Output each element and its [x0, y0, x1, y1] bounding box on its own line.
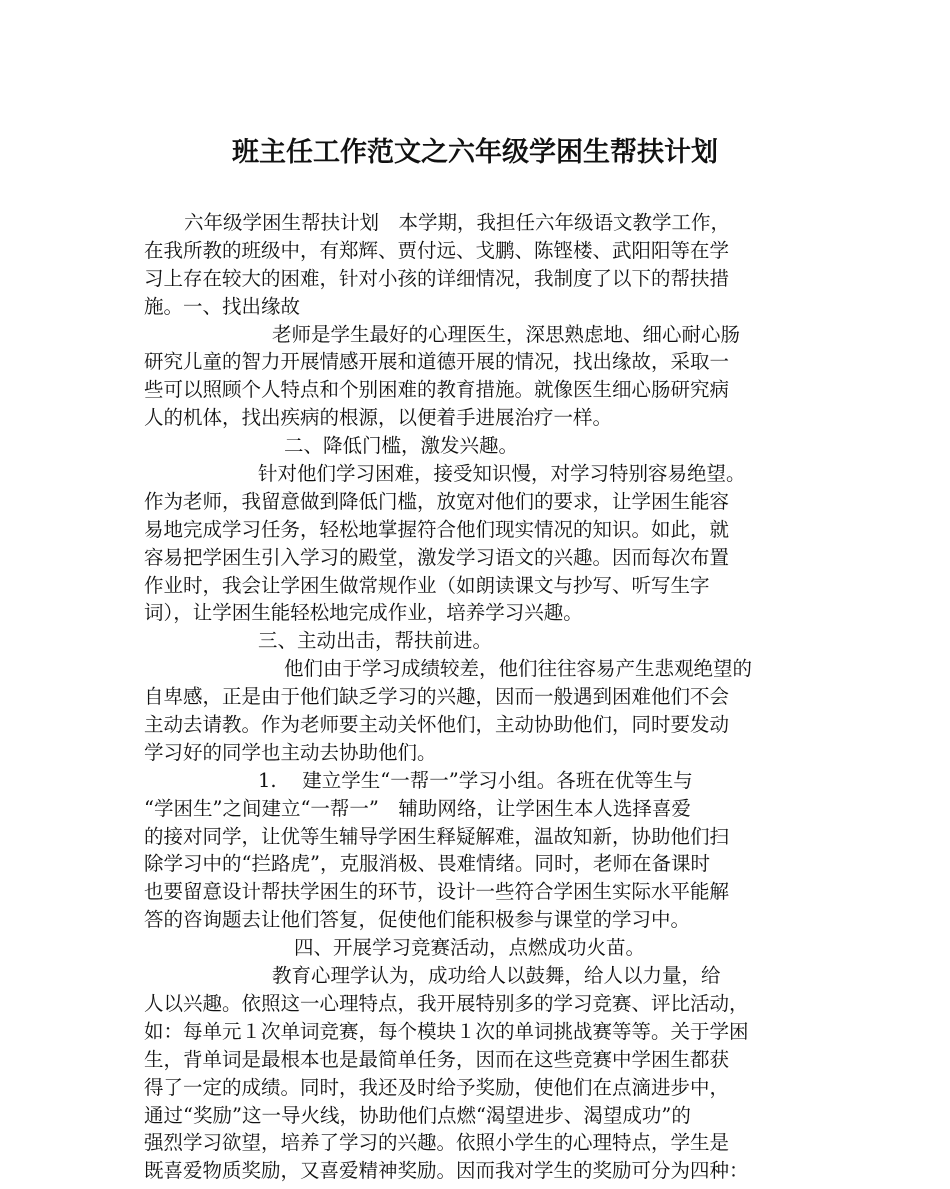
body-line: 生，背单词是最根本也是最简单任务，因而在这些竞赛中学困生都获: [144, 1047, 730, 1071]
body-line: 研究儿童的智力开展情感开展和道德开展的情况，找出缘故，采取一: [144, 350, 730, 374]
body-line: 除学习中的“拦路虎”，克服消极、畏难情绪。同时，老师在备课时: [144, 852, 710, 876]
body-line: 人的机体，找出疾病的根源，以便着手进展治疗一样。: [144, 406, 613, 430]
body-line: 些可以照顾个人特点和个别困难的教育措施。就像医生细心肠研究病: [144, 378, 730, 402]
body-line: 四、开展学习竞赛活动，点燃成功火苗。: [294, 936, 646, 960]
body-line: 通过“奖励”这一导火线，协助他们点燃“渴望进步、渴望成功”的: [144, 1103, 691, 1127]
body-line: 强烈学习欲望，培养了学习的兴趣。依照小学生的心理特点，学生是: [144, 1131, 730, 1155]
document-title: 班主任工作范文之六年级学困生帮扶计划: [232, 137, 718, 168]
body-line: 三、主动出击，帮扶前进。: [258, 629, 493, 653]
body-line: 主动去请教。作为老师要主动关怀他们，主动协助他们，同时要发动: [144, 713, 730, 737]
body-line: 既喜爱物质奖励，又喜爱精神奖励。因而我对学生的奖励可分为四种：: [144, 1159, 749, 1183]
body-line: 容易把学困生引入学习的殿堂，激发学习语文的兴趣。因而每次布置: [144, 545, 730, 569]
body-line: 六年级学困生帮扶计划 本学期，我担任六年级语文教学工作，: [184, 211, 731, 234]
body-line: 作为老师，我留意做到降低门槛，放宽对他们的要求，让学困生能容: [144, 489, 730, 513]
body-line: 自卑感，正是由于他们缺乏学习的兴趣，因而一般遇到困难他们不会: [144, 685, 730, 709]
body-line: 他们由于学习成绩较差，他们往往容易产生悲观绝望的: [284, 657, 753, 681]
body-line: 老师是学生最好的心理医生，深思熟虑地、细心耐心肠: [272, 322, 741, 346]
body-line: 人以兴趣。依照这一心理特点，我开展特别多的学习竞赛、评比活动，: [144, 991, 749, 1015]
body-line: “学困生”之间建立“一帮一” 辅助网络，让学困生本人选择喜爱: [144, 796, 691, 820]
body-line: 学习好的同学也主动去协助他们。: [144, 740, 437, 764]
body-line: 二、降低门槛，激发兴趣。: [284, 434, 519, 458]
body-line: 如：每单元１次单词竞赛，每个模块１次的单词挑战赛等等。关于学困: [144, 1019, 749, 1043]
body-line: 答的咨询题去让他们答复，促使他们能积极参与课堂的学习中。: [144, 908, 691, 932]
body-line: 教育心理学认为，成功给人以鼓舞，给人以力量，给: [272, 964, 721, 988]
body-line: 1. 建立学生“一帮一”学习小组。各班在优等生与: [258, 768, 693, 792]
body-line: 词），让学困生能轻松地完成作业，培养学习兴趣。: [144, 601, 583, 625]
body-line: 针对他们学习困难，接受知识慢，对学习特别容易绝望。: [258, 462, 746, 486]
body-line: 也要留意设计帮扶学困生的环节，设计一些符合学困生实际水平能解: [144, 880, 730, 904]
body-line: 得了一定的成绩。同时，我还及时给予奖励，使他们在点滴进步中，: [144, 1075, 730, 1099]
body-line: 在我所教的班级中，有郑辉、贾付远、戈鹏、陈铿楼、武阳阳等在学: [144, 238, 730, 262]
body-line: 习上存在较大的困难，针对小孩的详细情况，我制度了以下的帮扶措: [144, 266, 730, 290]
body-line: 作业时，我会让学困生做常规作业（如朗读课文与抄写、听写生字: [144, 573, 710, 597]
document-body: [144, 209, 834, 1185]
body-line: 施。一、找出缘故: [144, 294, 301, 318]
body-line: 易地完成学习任务，轻松地掌握符合他们现实情况的知识。如此，就: [144, 517, 730, 541]
body-line: 的接对同学，让优等生辅导学困生释疑解难，温故知新，协助他们扫: [144, 824, 730, 848]
